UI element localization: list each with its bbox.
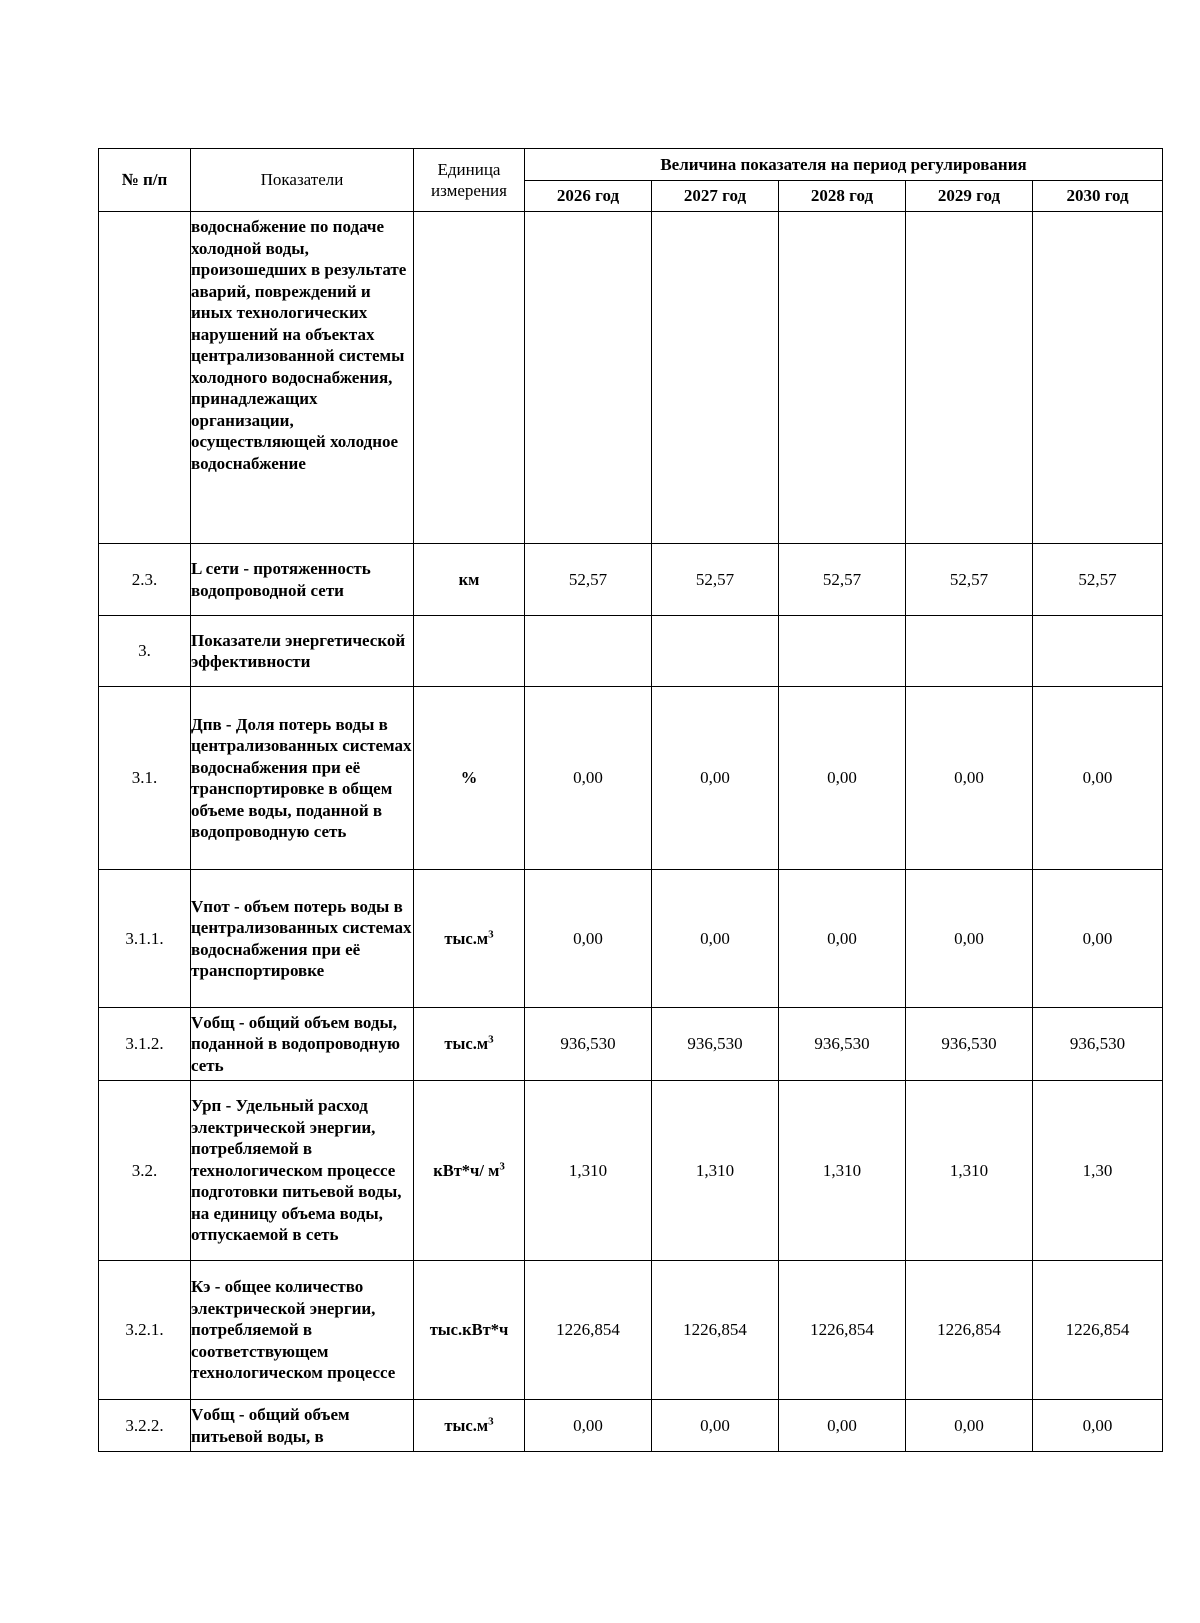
row-unit	[414, 212, 525, 544]
header-period-group: Величина показателя на период регулирования	[525, 149, 1163, 181]
row-unit: $тыс.м^3$	[414, 1400, 525, 1452]
row-value: 0,00	[525, 870, 652, 1008]
row-value: 936,530	[525, 1008, 652, 1081]
row-value	[906, 616, 1033, 687]
row-value: 0,00	[652, 687, 779, 870]
table-row	[99, 1261, 1163, 1400]
row-value: 1226,854	[525, 1261, 652, 1400]
row-indicator: водоснабжение по подаче холодной воды, произошедших в результате аварий, повреждений и иных технологических нарушений на объектах централизованной системы холодного водоснабжения, принадлежащих организации, осуществляющей холодное водоснабжение	[191, 212, 414, 544]
row-value: 52,57	[779, 544, 906, 616]
row-value: 936,530	[779, 1008, 906, 1081]
header-row-top	[99, 149, 1163, 181]
header-year: 2030 год	[1033, 181, 1163, 212]
row-value: 52,57	[906, 544, 1033, 616]
row-value: 0,00	[525, 687, 652, 870]
row-indicator: Урп - Удельный расход электрической энергии, потребляемой в технологическом процессе подготовки питьевой воды, на единицу объема воды, отпускаемой в сеть	[191, 1081, 414, 1261]
row-indicator: Кэ - общее количество электрической энергии, потребляемой в соответствующем технологическом процессе	[191, 1261, 414, 1400]
header-year: 2029 год	[906, 181, 1033, 212]
row-value: 0,00	[779, 870, 906, 1008]
row-unit: %	[414, 687, 525, 870]
row-indicator: Дпв - Доля потерь воды в централизованных системах водоснабжения при её транспортировке в общем объеме воды, поданной в водопроводную сеть	[191, 687, 414, 870]
row-value: 0,00	[1033, 1400, 1163, 1452]
row-value: 1226,854	[652, 1261, 779, 1400]
row-value: 1,310	[525, 1081, 652, 1261]
row-value: 936,530	[1033, 1008, 1163, 1081]
row-indicator: Показатели энергетической эффективности	[191, 616, 414, 687]
row-value	[1033, 212, 1163, 544]
table-row	[99, 870, 1163, 1008]
row-value: 1,310	[652, 1081, 779, 1261]
row-num: 3.	[99, 616, 191, 687]
row-value: 52,57	[652, 544, 779, 616]
row-value: 0,00	[906, 687, 1033, 870]
row-value: 0,00	[779, 687, 906, 870]
row-indicator: Vобщ - общий объем воды, поданной в водопроводную сеть	[191, 1008, 414, 1081]
row-num: 3.2.1.	[99, 1261, 191, 1400]
table-row	[99, 687, 1163, 870]
row-value: 0,00	[525, 1400, 652, 1452]
row-indicator: Vпот - объем потерь воды в централизованных системах водоснабжения при её транспортировке	[191, 870, 414, 1008]
row-value: 52,57	[1033, 544, 1163, 616]
table-row	[99, 616, 1163, 687]
header-indicator: Показатели	[191, 149, 414, 212]
table-row	[99, 1400, 1163, 1452]
row-value: 0,00	[1033, 870, 1163, 1008]
row-value: 1226,854	[1033, 1261, 1163, 1400]
row-num: 3.2.2.	[99, 1400, 191, 1452]
row-value: 52,57	[525, 544, 652, 616]
row-value: 1226,854	[779, 1261, 906, 1400]
header-year: 2028 год	[779, 181, 906, 212]
row-unit: кВт*ч/ $м^3$	[414, 1081, 525, 1261]
table-row	[99, 1008, 1163, 1081]
row-unit: км	[414, 544, 525, 616]
row-unit	[414, 616, 525, 687]
row-value: 1226,854	[906, 1261, 1033, 1400]
row-value: 1,30	[1033, 1081, 1163, 1261]
row-value: 0,00	[779, 1400, 906, 1452]
row-num	[99, 212, 191, 544]
row-num: 3.2.	[99, 1081, 191, 1261]
row-indicator: L сети - протяженность водопроводной сети	[191, 544, 414, 616]
row-value: 1,310	[779, 1081, 906, 1261]
row-num: 3.1.1.	[99, 870, 191, 1008]
row-value	[1033, 616, 1163, 687]
header-year: 2026 год	[525, 181, 652, 212]
row-num: 3.1.	[99, 687, 191, 870]
row-unit: тыс.кВт*ч	[414, 1261, 525, 1400]
row-value: 936,530	[906, 1008, 1033, 1081]
table-row	[99, 544, 1163, 616]
row-value: 0,00	[1033, 687, 1163, 870]
row-value: 0,00	[906, 870, 1033, 1008]
row-num: 2.3.	[99, 544, 191, 616]
row-value	[779, 616, 906, 687]
row-value: 0,00	[652, 1400, 779, 1452]
row-value	[906, 212, 1033, 544]
header-year: 2027 год	[652, 181, 779, 212]
indicators-table	[98, 148, 1163, 1452]
row-indicator: Vобщ - общий объем питьевой воды, в	[191, 1400, 414, 1452]
row-value	[652, 616, 779, 687]
row-value	[525, 212, 652, 544]
row-unit: $тыс.м^3$	[414, 870, 525, 1008]
row-value: 936,530	[652, 1008, 779, 1081]
header-unit: Единица измерения	[414, 149, 525, 212]
row-value	[779, 212, 906, 544]
row-value: 1,310	[906, 1081, 1033, 1261]
row-value: 0,00	[906, 1400, 1033, 1452]
row-value	[652, 212, 779, 544]
table-row	[99, 212, 1163, 544]
row-unit: $тыс.м^3$	[414, 1008, 525, 1081]
row-value: 0,00	[652, 870, 779, 1008]
row-num: 3.1.2.	[99, 1008, 191, 1081]
header-num: № п/п	[99, 149, 191, 212]
table-row	[99, 1081, 1163, 1261]
row-value	[525, 616, 652, 687]
